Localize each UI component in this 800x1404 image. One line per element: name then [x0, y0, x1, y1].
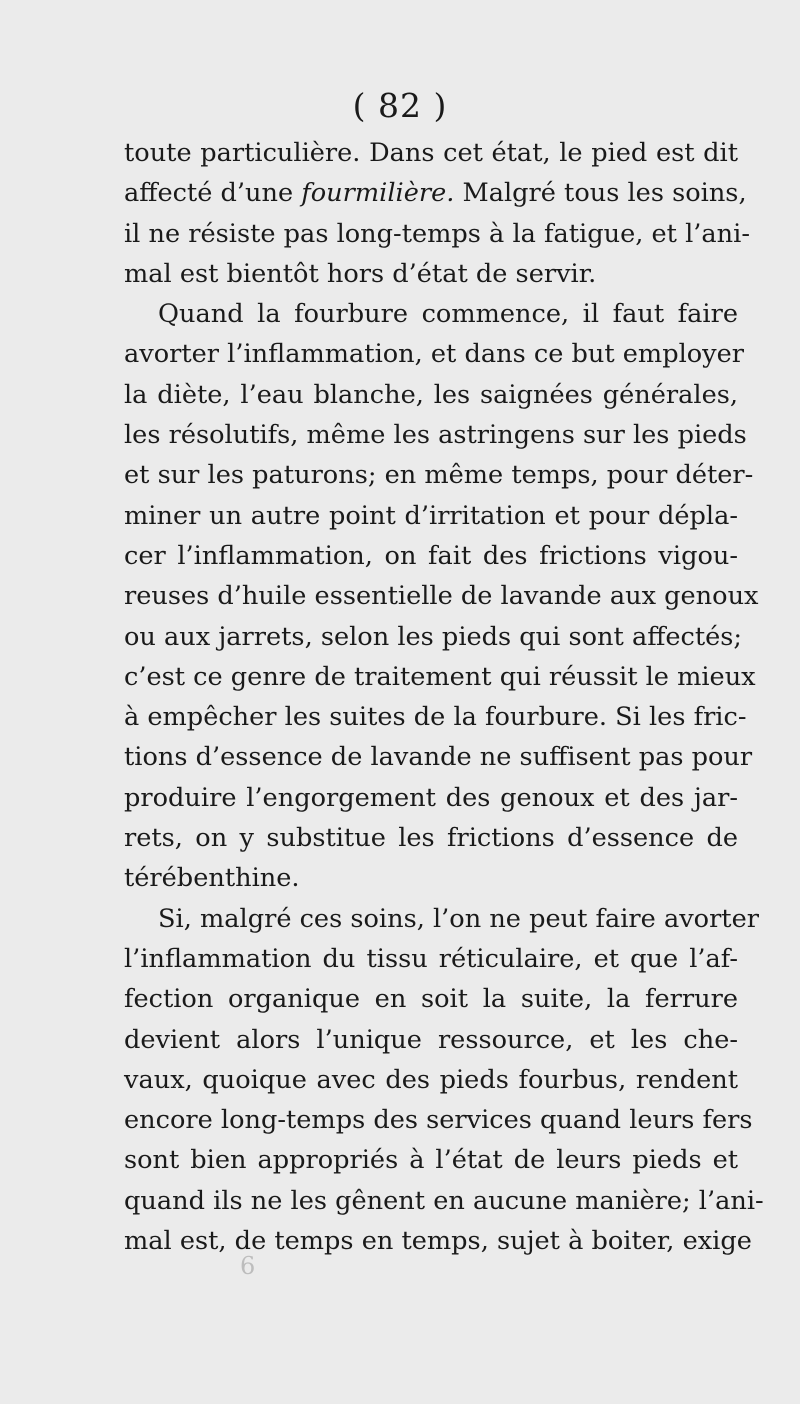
- text-line: il ne résiste pas long-temps à la fatigue, et l’ani-: [124, 218, 750, 249]
- italic-term: fourmilière.: [301, 178, 455, 209]
- text-line: avorter l’inflammation, et dans ce but employer: [124, 339, 745, 370]
- text-line: miner un autre point d’irritation et pour dépla-: [124, 500, 738, 531]
- body-text: [124, 133, 764, 1261]
- text-line: [124, 173, 747, 213]
- text-line: tions d’essence de lavande ne suffisent pas pour: [124, 742, 753, 773]
- text-line: devient alors l’unique ressource, et les che-: [124, 1024, 738, 1055]
- text-line: mal est, de temps en temps, sujet à boiter, exige: [124, 1226, 752, 1257]
- text-line: encore long-temps des services quand leurs fers: [124, 1105, 753, 1136]
- text-span: Malgré tous les soins,: [454, 178, 747, 209]
- text-line: reuses d’huile essentielle de lavande aux genoux: [124, 581, 759, 612]
- text-line: cer l’inflammation, on fait des frictions vigou-: [124, 540, 738, 571]
- text-line: Quand la fourbure commence, il faut faire: [158, 299, 738, 330]
- text-line: fection organique en soit la suite, la ferrure: [124, 984, 738, 1015]
- text-line: quand ils ne les gênent en aucune manière; l’ani-: [124, 1185, 764, 1216]
- signature-mark: 6: [240, 1252, 256, 1280]
- text-line: toute particulière. Dans cet état, le pied est dit: [124, 138, 738, 168]
- text-span: affecté d’une: [124, 178, 302, 209]
- text-line: et sur les paturons; en même temps, pour déter-: [124, 460, 754, 491]
- text-line: vaux, quoique avec des pieds fourbus, rendent: [124, 1064, 738, 1095]
- text-line: la diète, l’eau blanche, les saignées générales,: [124, 379, 738, 410]
- text-line: rets, on y substitue les frictions d’essence de: [124, 823, 738, 854]
- text-line: ou aux jarrets, selon les pieds qui sont affectés;: [124, 621, 743, 652]
- text-line: mal est bientôt hors d’état de servir.: [124, 258, 597, 289]
- text-line: produire l’engorgement des genoux et des jar-: [124, 782, 738, 813]
- page-number: ( 82 ): [352, 86, 448, 125]
- text-line: sont bien appropriés à l’état de leurs pieds et: [124, 1145, 738, 1176]
- text-line: c’est ce genre de traitement qui réussit le mieux: [124, 661, 756, 692]
- text-line: térébenthine.: [124, 863, 300, 894]
- text-line: à empêcher les suites de la fourbure. Si les fric-: [124, 702, 747, 733]
- text-line: les résolutifs, même les astringens sur les pieds: [124, 420, 747, 451]
- text-line: Si, malgré ces soins, l’on ne peut faire avorter: [158, 903, 759, 934]
- text-line: l’inflammation du tissu réticulaire, et que l’af-: [124, 943, 738, 974]
